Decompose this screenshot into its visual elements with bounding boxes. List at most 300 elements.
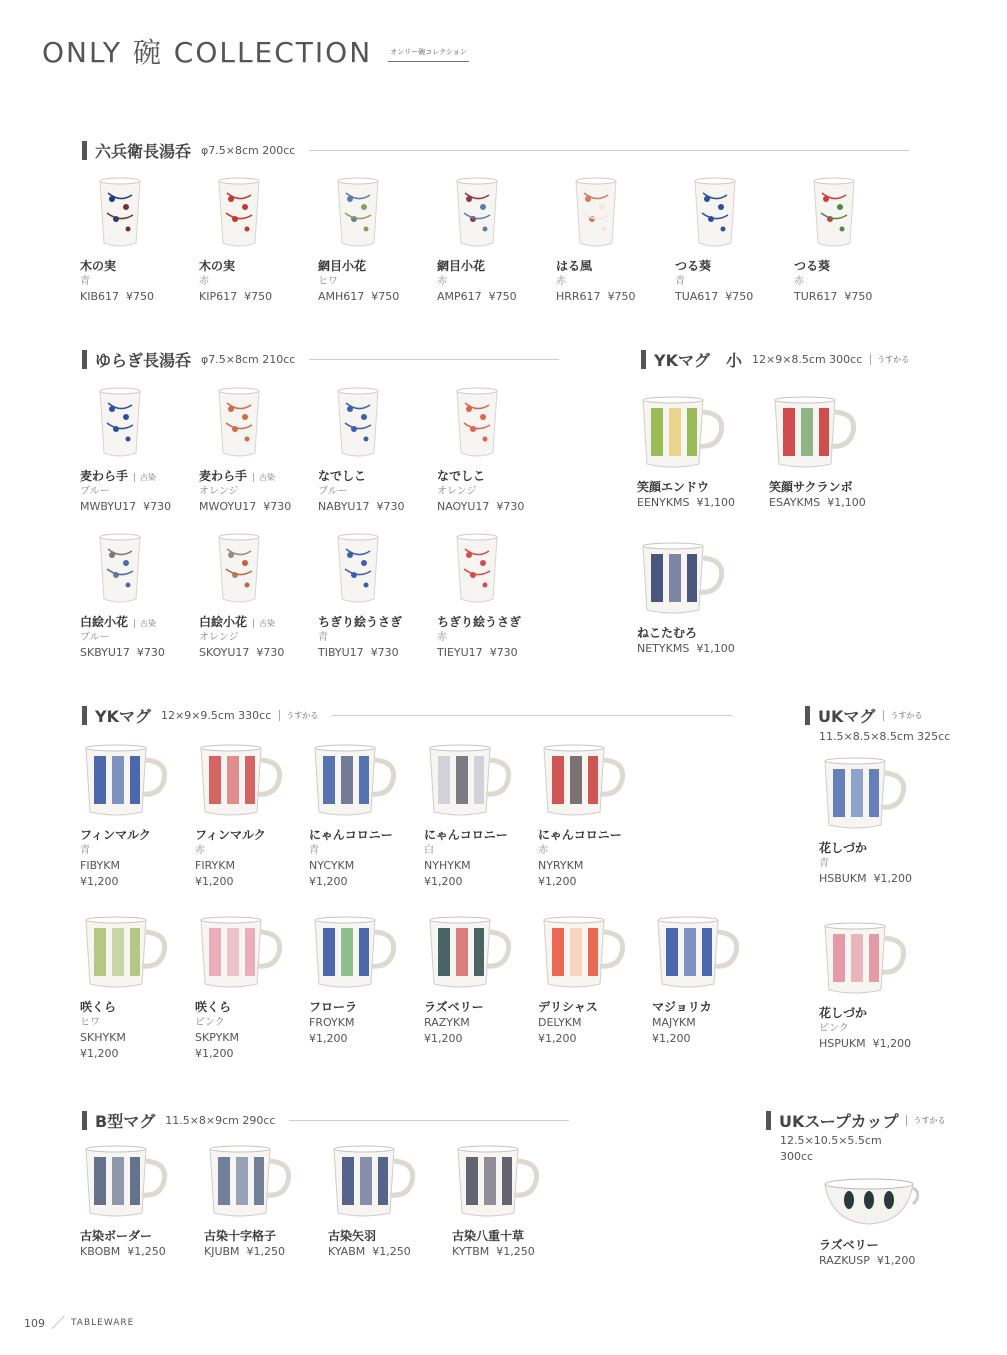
- section-spec: 12×9×9.5cm 330cc: [161, 709, 272, 722]
- section-header-uk-soup: [766, 1109, 945, 1132]
- product-code-line: [637, 641, 755, 657]
- product-photo: [80, 383, 160, 461]
- product-name: [199, 257, 317, 274]
- product-name-text: 白絵小花: [80, 615, 129, 629]
- product-code: FROYKM: [309, 1016, 355, 1029]
- product-code: AMH617: [318, 290, 365, 303]
- product-price: ¥1,250: [496, 1245, 535, 1258]
- product-card: [437, 383, 555, 515]
- product-card: [819, 755, 937, 887]
- product-name-text: 木の実: [80, 259, 117, 273]
- product-name-text: マジョリカ: [652, 1000, 712, 1014]
- product-price: ¥750: [844, 290, 873, 303]
- product-card: [819, 920, 937, 1052]
- product-photo: [675, 173, 755, 251]
- section-title: 六兵衛長湯呑: [95, 142, 192, 161]
- product-photo: [452, 1143, 542, 1221]
- product-code: ESAYKMS: [769, 496, 821, 509]
- product-photo: [794, 173, 874, 251]
- section-title: UKマグ: [818, 707, 876, 726]
- product-photo: [437, 529, 517, 607]
- product-name: [80, 1227, 198, 1244]
- product-code: FIRYKM: [195, 859, 235, 872]
- product-card: [199, 173, 317, 305]
- page-footer: [24, 1313, 134, 1333]
- product-card: [794, 173, 912, 305]
- product-price: ¥1,100: [827, 496, 866, 509]
- product-photo: [199, 173, 279, 251]
- product-code-line: [437, 289, 555, 305]
- section-bar: [82, 1111, 87, 1130]
- product-card: [80, 173, 198, 305]
- product-name-text: 花しづか: [819, 841, 868, 855]
- product-price: ¥750: [244, 290, 273, 303]
- product-photo: [199, 383, 279, 461]
- product-name: [819, 1236, 937, 1253]
- product-name-text: 古染ボーダー: [80, 1229, 153, 1243]
- section-title: UKスープカップ: [779, 1112, 899, 1131]
- product-code-line: [318, 499, 436, 515]
- product-name-text: 笑顔エンドウ: [637, 480, 710, 494]
- product-price: ¥1,200: [876, 1254, 916, 1267]
- product-price: ¥1,200: [538, 1032, 577, 1045]
- product-code: MAJYKM: [652, 1016, 696, 1029]
- product-card: [424, 742, 542, 890]
- product-name-text: フローラ: [309, 1000, 358, 1014]
- product-photo: [199, 529, 279, 607]
- product-photo: [424, 742, 514, 820]
- product-code-line: [769, 495, 887, 511]
- product-name-text: つる葵: [675, 259, 712, 273]
- product-name: [80, 467, 198, 484]
- product-note: 古染: [253, 473, 275, 482]
- product-name: [309, 826, 427, 843]
- product-card: [538, 742, 656, 890]
- product-price: ¥1,200: [80, 875, 119, 888]
- product-photo: [652, 914, 742, 992]
- product-name-text: 花しづか: [819, 1006, 868, 1020]
- section-title: B型マグ: [95, 1112, 156, 1131]
- product-color: ヒワ: [80, 1017, 100, 1028]
- product-card: [309, 914, 427, 1047]
- product-code: SKBYU17: [80, 646, 130, 659]
- product-note: 古染: [253, 619, 275, 628]
- product-code: HSBUKM: [819, 872, 867, 885]
- product-name-text: なでしこ: [437, 469, 486, 483]
- product-name-text: フィンマルク: [80, 828, 151, 842]
- product-name-text: 咲くら: [195, 1000, 232, 1014]
- product-color: 赤: [437, 632, 447, 643]
- section-rule: [332, 715, 732, 716]
- section-rule: [309, 150, 909, 151]
- product-color: 青: [675, 276, 685, 287]
- product-color: 青: [80, 276, 90, 287]
- product-price: ¥730: [136, 646, 165, 659]
- section-rule: [309, 359, 559, 360]
- section-bar: [82, 141, 87, 160]
- product-photo: [80, 173, 160, 251]
- product-name: [195, 826, 313, 843]
- product-code-line: [318, 645, 436, 661]
- product-name: [819, 839, 937, 856]
- section-spec: φ7.5×8cm 210cc: [201, 353, 296, 366]
- product-price: ¥1,200: [872, 1037, 912, 1050]
- product-code: TIEYU17: [437, 646, 483, 659]
- product-code-line: [819, 1036, 937, 1052]
- product-card: [309, 742, 427, 890]
- product-card: [318, 383, 436, 515]
- product-price: ¥750: [371, 290, 400, 303]
- product-name: [437, 613, 555, 630]
- product-name: [637, 624, 755, 641]
- product-name-text: デリシャス: [538, 1000, 598, 1014]
- product-code: TUR617: [794, 290, 838, 303]
- product-code: NETYKMS: [637, 642, 690, 655]
- page-number: 109: [24, 1316, 45, 1330]
- product-card: [556, 173, 674, 305]
- product-photo: [424, 914, 514, 992]
- product-name: [80, 257, 198, 274]
- product-card: [637, 540, 755, 657]
- product-code: SKPYKM: [195, 1031, 240, 1044]
- product-code: NYCYKM: [309, 859, 355, 872]
- section-title: YKマグ 小: [654, 351, 742, 370]
- product-name: [424, 998, 542, 1015]
- product-name-text: 木の実: [199, 259, 236, 273]
- section-bar: [766, 1111, 771, 1130]
- product-name-text: 笑顔サクランボ: [769, 480, 853, 494]
- product-color: オレンジ: [437, 486, 477, 497]
- product-name: [80, 613, 198, 630]
- product-card: [80, 529, 198, 661]
- section-bar: [82, 350, 87, 369]
- product-card: [769, 394, 887, 511]
- section-note: うすかる: [883, 710, 922, 721]
- product-price: ¥730: [263, 500, 292, 513]
- product-price: ¥1,200: [309, 875, 348, 888]
- product-card: [328, 1143, 446, 1260]
- product-color: 赤: [556, 276, 566, 287]
- product-card: [80, 1143, 198, 1260]
- product-card: [80, 383, 198, 515]
- product-name-text: 古染十字格子: [204, 1229, 277, 1243]
- product-code: HSPUKM: [819, 1037, 866, 1050]
- section-spec: φ7.5×8cm 200cc: [201, 144, 296, 157]
- product-card: [199, 383, 317, 515]
- product-code: KIB617: [80, 290, 119, 303]
- product-photo: [309, 914, 399, 992]
- product-price: ¥1,200: [424, 875, 463, 888]
- page-header: [42, 36, 469, 70]
- product-code: NABYU17: [318, 500, 370, 513]
- product-price: ¥1,250: [246, 1245, 286, 1258]
- product-photo: [819, 1170, 919, 1230]
- footer-divider: ／: [51, 1316, 65, 1332]
- product-name: [556, 257, 674, 274]
- product-price: ¥750: [607, 290, 636, 303]
- product-name-text: にゃんコロニー: [538, 828, 622, 842]
- product-name: [318, 613, 436, 630]
- section-header-uk: [805, 704, 922, 727]
- product-color: ブルー: [318, 486, 348, 497]
- page-subtitle: オンリー碗コレクション: [388, 47, 469, 62]
- product-card: [195, 914, 313, 1062]
- product-name: [452, 1227, 570, 1244]
- product-color: 赤: [195, 845, 205, 856]
- product-card: [80, 742, 198, 890]
- product-price: ¥730: [376, 500, 405, 513]
- product-name-text: なでしこ: [318, 469, 367, 483]
- product-color: 青: [80, 845, 90, 856]
- product-color: 赤: [199, 276, 209, 287]
- product-name: [538, 826, 656, 843]
- product-name-text: フィンマルク: [195, 828, 266, 842]
- product-code: RAZKUSP: [819, 1254, 870, 1267]
- product-color: 赤: [437, 276, 447, 287]
- product-price: ¥730: [256, 646, 285, 659]
- product-code: EENYKMS: [637, 496, 690, 509]
- section-title: YKマグ: [95, 707, 151, 726]
- section-bar: [641, 350, 646, 369]
- product-code-line: [80, 499, 198, 515]
- product-name-text: 網目小花: [318, 259, 367, 273]
- product-code: KYTBM: [452, 1245, 490, 1258]
- product-name: [199, 613, 317, 630]
- product-code-line: [328, 1244, 446, 1260]
- product-card: [675, 173, 793, 305]
- product-photo: [204, 1143, 294, 1221]
- product-price: ¥730: [489, 646, 518, 659]
- product-color: 白: [424, 845, 434, 856]
- section-spec: [780, 1133, 882, 1165]
- product-name-text: ラズベリー: [424, 1000, 484, 1014]
- product-name-text: にゃんコロニー: [309, 828, 393, 842]
- product-photo: [80, 914, 170, 992]
- product-name: [318, 467, 436, 484]
- product-name-text: 麦わら手: [80, 469, 129, 483]
- product-color: オレンジ: [199, 486, 239, 497]
- product-name: [794, 257, 912, 274]
- product-code-line: [199, 645, 317, 661]
- section-spec: 12×9×8.5cm 300cc: [752, 353, 863, 366]
- product-card: [204, 1143, 322, 1260]
- product-name-text: 古染矢羽: [328, 1229, 377, 1243]
- product-name-text: にゃんコロニー: [424, 828, 508, 842]
- product-name-text: はる風: [556, 259, 593, 273]
- product-photo: [437, 383, 517, 461]
- product-photo: [80, 742, 170, 820]
- section-header-yk-small: [641, 348, 909, 371]
- product-name-text: ねこたむろ: [637, 626, 698, 640]
- section-note: うすかる: [870, 354, 909, 365]
- product-name-text: 白絵小花: [199, 615, 248, 629]
- section-bar: [805, 706, 810, 725]
- product-photo: [538, 914, 628, 992]
- product-code: SKHYKM: [80, 1031, 126, 1044]
- product-photo: [80, 529, 160, 607]
- section-spec: 11.5×8.5×8.5cm 325cc: [819, 730, 951, 743]
- product-photo: [195, 914, 285, 992]
- product-code-line: [819, 1253, 937, 1269]
- product-color: 青: [309, 845, 319, 856]
- product-name: [199, 467, 317, 484]
- product-card: [538, 914, 656, 1047]
- product-card: [652, 914, 770, 1047]
- section-title: ゆらぎ長湯呑: [95, 351, 192, 370]
- product-color: ピンク: [819, 1023, 849, 1034]
- section-note: うすかる: [279, 710, 318, 721]
- product-name: [675, 257, 793, 274]
- product-name-text: 咲くら: [80, 1000, 117, 1014]
- product-code-line: [80, 645, 198, 661]
- product-note: 古染: [134, 619, 156, 628]
- product-name: [80, 998, 198, 1015]
- product-code-line: [819, 871, 937, 887]
- product-code: HRR617: [556, 290, 601, 303]
- product-code: NYHYKM: [424, 859, 471, 872]
- product-price: ¥1,200: [538, 875, 577, 888]
- product-price: ¥1,200: [652, 1032, 691, 1045]
- section-header-btype: [82, 1109, 569, 1132]
- product-price: ¥1,100: [696, 642, 735, 655]
- product-card: [195, 742, 313, 890]
- product-name: [437, 467, 555, 484]
- product-price: ¥730: [496, 500, 525, 513]
- product-card: [437, 529, 555, 661]
- product-color: ブルー: [80, 486, 110, 497]
- product-code: NYRYKM: [538, 859, 584, 872]
- product-name-text: 古染八重十草: [452, 1229, 525, 1243]
- product-code: SKOYU17: [199, 646, 250, 659]
- section-bar: [82, 706, 87, 725]
- product-code: TIBYU17: [318, 646, 364, 659]
- product-name: [538, 998, 656, 1015]
- product-photo: [819, 920, 909, 998]
- product-price: ¥1,250: [372, 1245, 411, 1258]
- product-code-line: [80, 289, 198, 305]
- product-price: ¥1,200: [195, 875, 234, 888]
- product-price: ¥1,250: [127, 1245, 166, 1258]
- product-code-line: [452, 1244, 570, 1260]
- product-name-text: ちぎり絵うさぎ: [437, 615, 522, 629]
- product-color: 赤: [538, 845, 548, 856]
- product-photo: [556, 173, 636, 251]
- product-code-line: [637, 495, 755, 511]
- section-header-yuragi: [82, 348, 559, 371]
- product-code-line: [318, 289, 436, 305]
- product-code: KIP617: [199, 290, 238, 303]
- product-photo: [538, 742, 628, 820]
- product-code-line: [80, 1244, 198, 1260]
- product-color: ヒワ: [318, 276, 338, 287]
- product-card: [318, 529, 436, 661]
- product-color: 赤: [794, 276, 804, 287]
- product-card: [80, 914, 198, 1062]
- product-code: RAZYKM: [424, 1016, 470, 1029]
- product-color: ブルー: [80, 632, 110, 643]
- product-name: [328, 1227, 446, 1244]
- product-price: ¥730: [143, 500, 172, 513]
- product-code-line: [556, 289, 674, 305]
- product-price: ¥1,200: [309, 1032, 348, 1045]
- product-price: ¥1,200: [195, 1047, 234, 1060]
- product-name-text: ラズベリー: [819, 1238, 879, 1252]
- product-price: ¥750: [126, 290, 154, 303]
- product-name-text: ちぎり絵うさぎ: [318, 615, 403, 629]
- product-code: MWBYU17: [80, 500, 137, 513]
- product-photo: [318, 529, 398, 607]
- product-code: MWOYU17: [199, 500, 257, 513]
- product-code-line: [794, 289, 912, 305]
- product-photo: [437, 173, 517, 251]
- product-name: [637, 478, 755, 495]
- product-code-line: [204, 1244, 322, 1260]
- product-color: 青: [318, 632, 328, 643]
- product-name: [195, 998, 313, 1015]
- product-photo: [318, 383, 398, 461]
- product-card: [452, 1143, 570, 1260]
- product-name-text: 麦わら手: [199, 469, 248, 483]
- page-title: ONLY 碗 COLLECTION: [42, 36, 373, 69]
- product-price: ¥1,200: [80, 1047, 119, 1060]
- section-spec: 11.5×8×9cm 290cc: [165, 1114, 276, 1127]
- product-card: [424, 914, 542, 1047]
- section-spec-line: 12.5×10.5×5.5cm: [780, 1134, 882, 1147]
- product-name: [80, 826, 198, 843]
- product-card: [318, 173, 436, 305]
- product-name: [309, 998, 427, 1015]
- product-color: ピンク: [195, 1017, 225, 1028]
- product-card: [637, 394, 755, 511]
- product-name: [437, 257, 555, 274]
- product-photo: [769, 394, 859, 472]
- section-note: うすかる: [906, 1115, 945, 1126]
- section-spec-line: 300cc: [780, 1150, 814, 1163]
- product-name: [769, 478, 887, 495]
- product-name: [652, 998, 770, 1015]
- section-header-yk: [82, 704, 732, 727]
- product-card: [437, 173, 555, 305]
- product-price: ¥750: [725, 290, 754, 303]
- product-price: ¥1,100: [696, 496, 736, 509]
- section-header-rokubee: [82, 139, 909, 162]
- product-photo: [195, 742, 285, 820]
- product-photo: [318, 173, 398, 251]
- product-photo: [80, 1143, 170, 1221]
- product-photo: [328, 1143, 418, 1221]
- product-code-line: [199, 499, 317, 515]
- product-price: ¥1,200: [873, 872, 913, 885]
- footer-label: TABLEWARE: [71, 1318, 135, 1328]
- product-name: [424, 826, 542, 843]
- product-color: 青: [819, 858, 829, 869]
- product-photo: [637, 394, 727, 472]
- product-name: [204, 1227, 322, 1244]
- product-code-line: [437, 499, 555, 515]
- product-name-text: 網目小花: [437, 259, 486, 273]
- product-photo: [637, 540, 727, 618]
- product-photo: [819, 755, 909, 833]
- product-color: オレンジ: [199, 632, 239, 643]
- product-name-text: つる葵: [794, 259, 831, 273]
- product-code-line: [199, 289, 317, 305]
- product-photo: [309, 742, 399, 820]
- product-code: TUA617: [675, 290, 719, 303]
- product-price: ¥730: [370, 646, 399, 659]
- product-note: 古染: [134, 473, 156, 482]
- product-code: NAOYU17: [437, 500, 490, 513]
- product-code: FIBYKM: [80, 859, 120, 872]
